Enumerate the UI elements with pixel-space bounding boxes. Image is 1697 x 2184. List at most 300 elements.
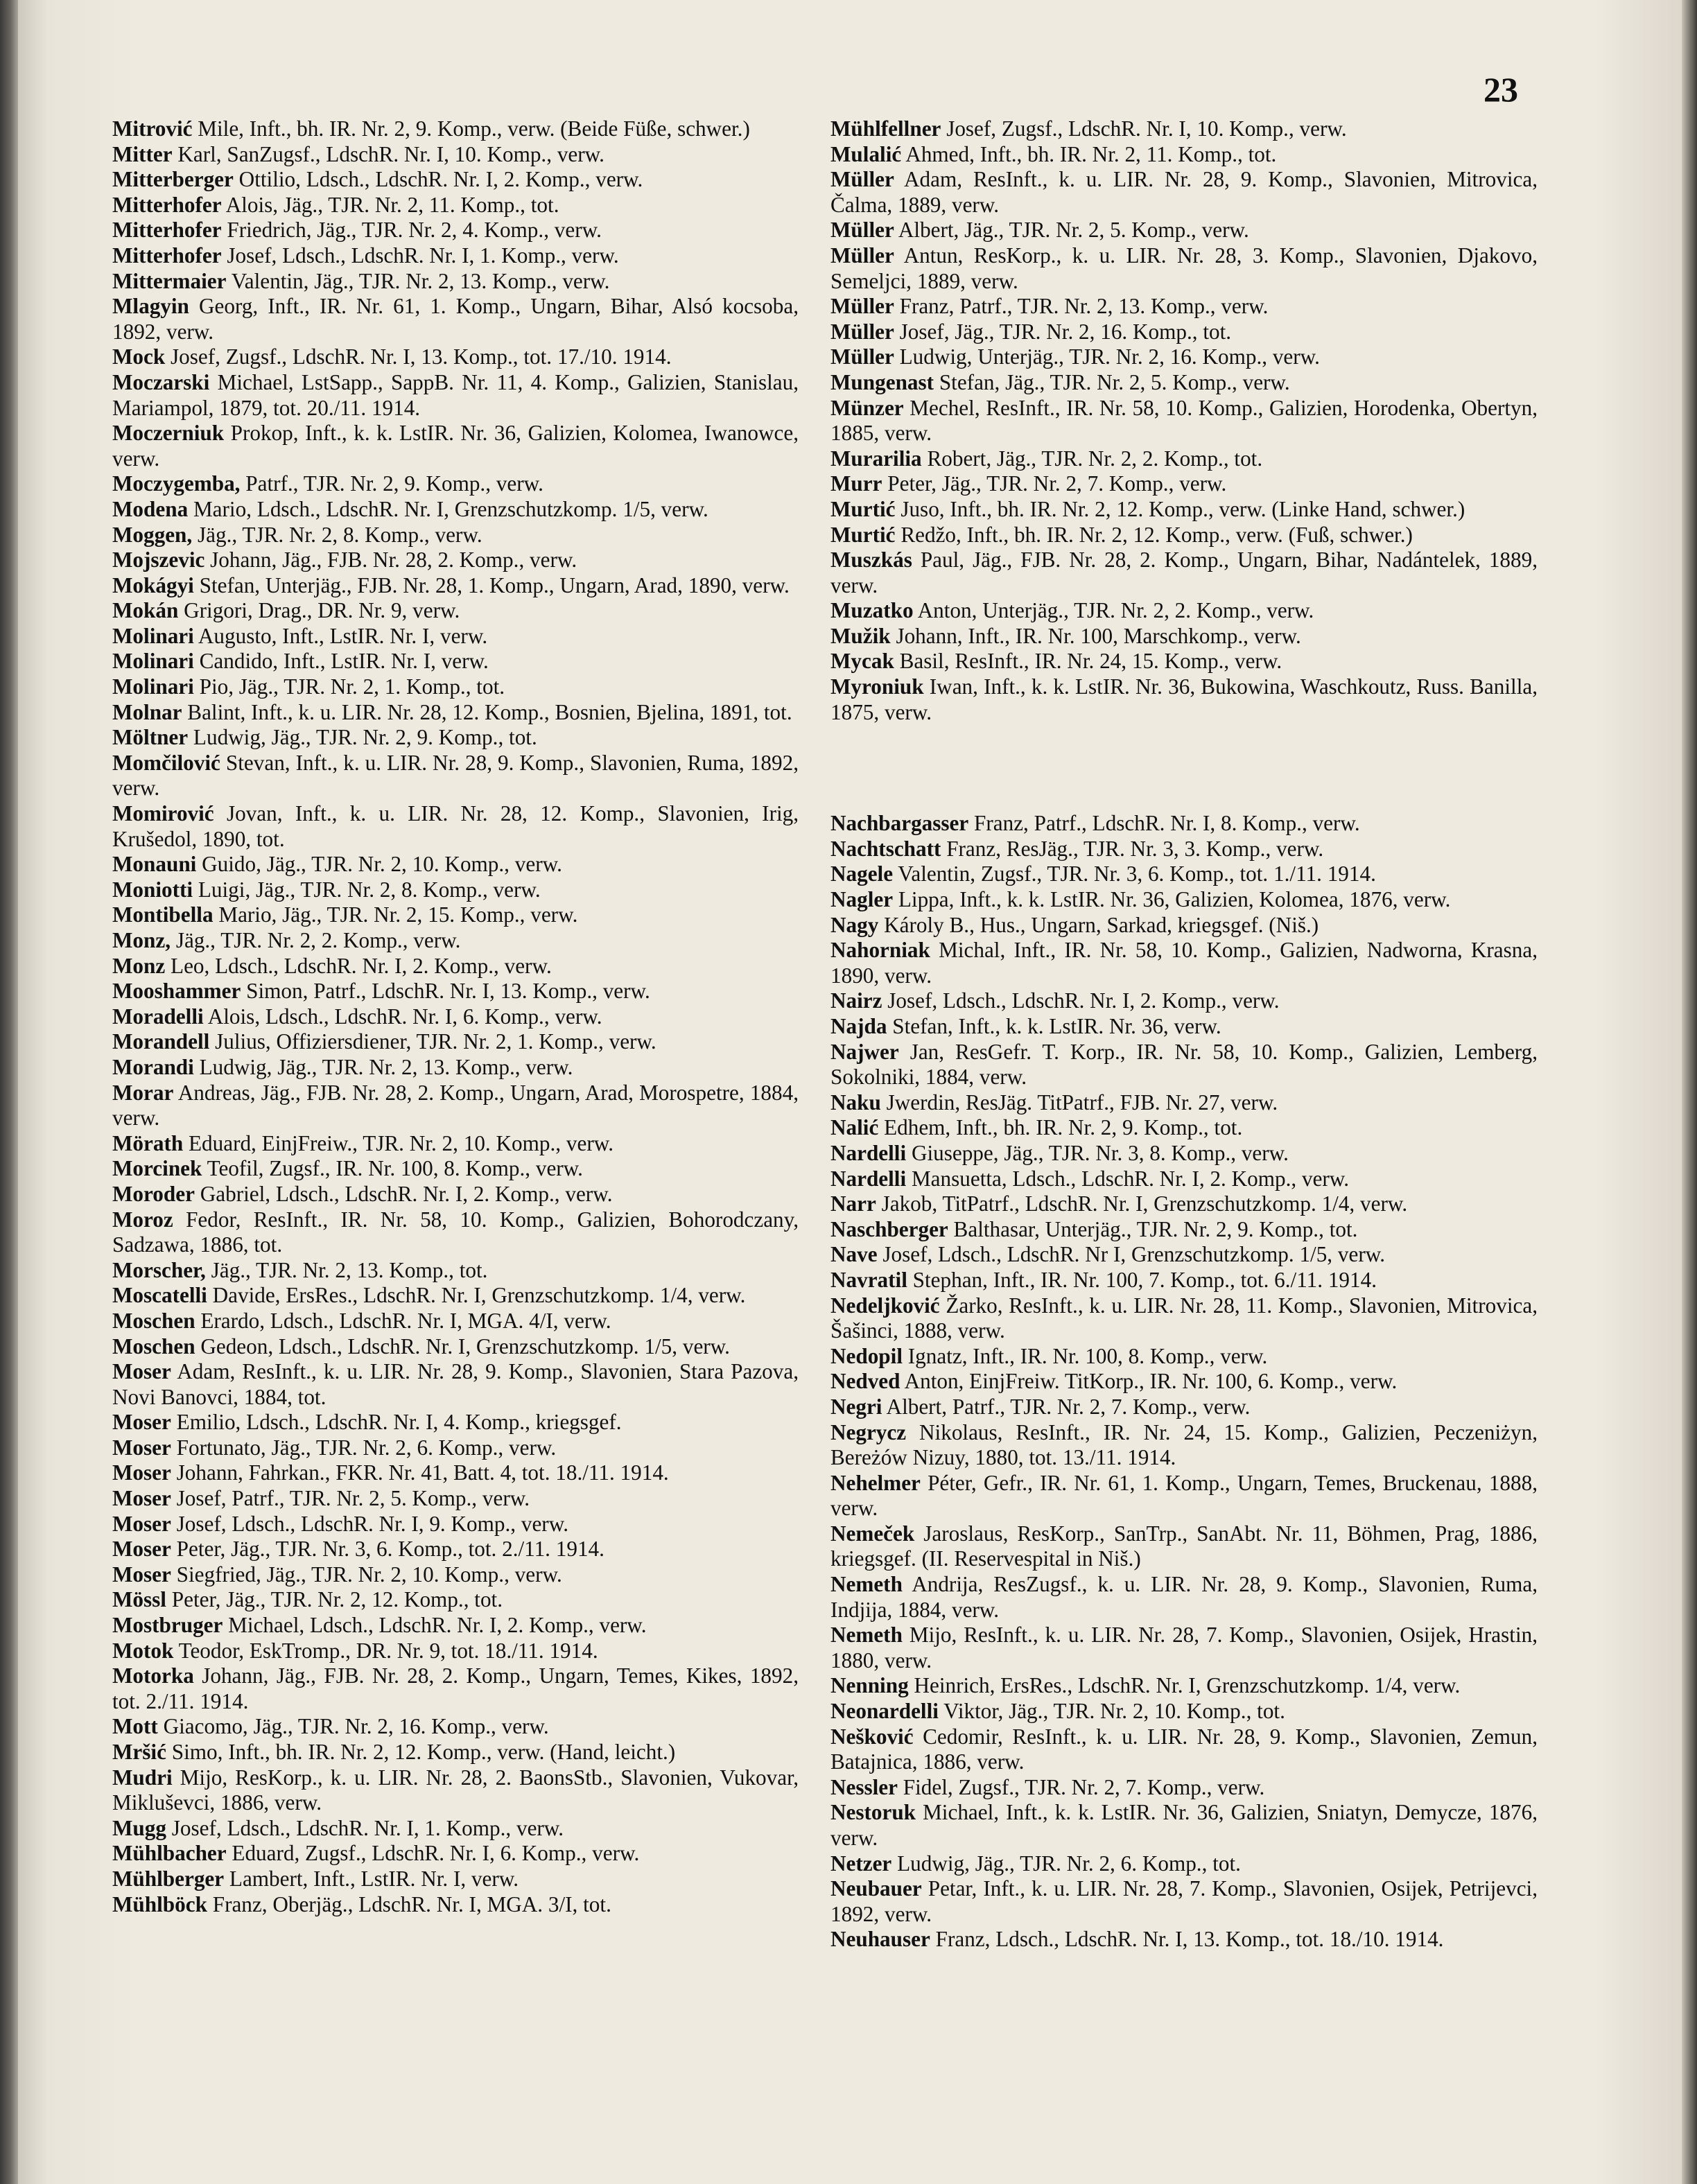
entry-surname: Müller <box>830 344 894 369</box>
entry-surname: Mitterhofer <box>112 243 222 268</box>
entry-details: Valentin, Jäg., TJR. Nr. 2, 13. Komp., verw. <box>231 268 610 293</box>
entry-details: Stevan, Inft., k. u. LIR. Nr. 28, 9. Komp., Slavonien, Ruma, 1892, verw. <box>112 750 799 801</box>
entry-details: Franz, Patrf., LdschR. Nr. I, 8. Komp., verw. <box>974 811 1360 836</box>
entry-surname: Myroniuk <box>830 674 924 699</box>
entry-surname: Naku <box>830 1090 881 1115</box>
register-entry <box>830 1242 1538 1268</box>
register-entry <box>112 1410 799 1435</box>
register-entry <box>830 1699 1538 1724</box>
entry-surname: Monz, <box>112 928 171 952</box>
entry-details: Jwerdin, ResJäg. TitPatrf., FJB. Nr. 27, verw. <box>886 1090 1278 1115</box>
entry-surname: Nachbargasser <box>830 811 969 836</box>
register-entry <box>830 649 1538 674</box>
entry-details: Jan, ResGefr. T. Korp., IR. Nr. 58, 10. Komp., Galizien, Lemberg, Sokolniki, 1884, verw. <box>830 1039 1538 1090</box>
entry-surname: Müller <box>830 167 894 192</box>
entry-details: Franz, Patrf., TJR. Nr. 2, 13. Komp., verw. <box>899 294 1269 319</box>
register-entry <box>830 497 1538 523</box>
entry-surname: Naschberger <box>830 1216 948 1241</box>
register-entry <box>830 598 1538 624</box>
entry-details: Albert, Patrf., TJR. Nr. 2, 7. Komp., verw. <box>886 1394 1251 1419</box>
entry-details: Michael, Ldsch., LdschR. Nr. I, 2. Komp., verw. <box>228 1613 647 1638</box>
register-entry <box>830 1369 1538 1395</box>
entry-surname: Mužik <box>830 623 891 648</box>
entry-surname: Nešković <box>830 1724 914 1749</box>
entry-details: Luigi, Jäg., TJR. Nr. 2, 8. Komp., verw. <box>198 877 541 902</box>
entry-surname: Müller <box>830 319 894 344</box>
register-entry <box>830 294 1538 320</box>
entry-surname: Nagler <box>830 887 894 912</box>
entry-surname: Moczarski <box>112 369 210 394</box>
entry-surname: Mooshammer <box>112 979 241 1004</box>
entry-details: Teodor, EskTromp., DR. Nr. 9, tot. 18./11. 1914. <box>178 1638 598 1663</box>
register-entry <box>112 1081 799 1131</box>
entry-surname: Moser <box>112 1511 171 1536</box>
entry-details: Leo, Ldsch., LdschR. Nr. I, 2. Komp., verw. <box>171 953 552 978</box>
register-entry <box>112 1486 799 1512</box>
entry-surname: Narr <box>830 1191 876 1216</box>
register-entry <box>830 1521 1538 1572</box>
entry-details: Juso, Inft., bh. IR. Nr. 2, 12. Komp., verw. (Linke Hand, schwer.) <box>900 496 1465 521</box>
entry-surname: Mitter <box>112 141 173 166</box>
entry-surname: Müller <box>830 243 894 268</box>
entry-surname: Nestoruk <box>830 1800 916 1825</box>
entry-details: Valentin, Zugsf., TJR. Nr. 3, 6. Komp., tot. 1./11. 1914. <box>898 862 1376 886</box>
entry-details: Guido, Jäg., TJR. Nr. 2, 10. Komp., verw. <box>202 852 562 877</box>
entry-details: Patrf., TJR. Nr. 2, 9. Komp., verw. <box>245 471 543 496</box>
entry-surname: Moser <box>112 1435 171 1460</box>
register-entry <box>830 548 1538 598</box>
entry-details: Ludwig, Unterjäg., TJR. Nr. 2, 16. Komp., verw. <box>899 344 1320 369</box>
entry-details: Mechel, ResInft., IR. Nr. 58, 10. Komp., Galizien, Horodenka, Obertyn, 1885, verw. <box>830 395 1538 446</box>
register-entry <box>112 573 799 599</box>
entry-surname: Mitrović <box>112 116 193 141</box>
entry-surname: Moniotti <box>112 877 193 902</box>
entry-details: Andrija, ResZugsf., k. u. LIR. Nr. 28, 9. Komp., Slavonien, Ruma, Indjija, 1884, verw. <box>830 1572 1538 1622</box>
entry-details: Stefan, Unterjäg., FJB. Nr. 28, 1. Komp., Ungarn, Arad, 1890, verw. <box>199 573 790 597</box>
entry-surname: Murtić <box>830 522 896 547</box>
entry-surname: Moser <box>112 1537 171 1562</box>
entry-surname: Nachtschatt <box>830 836 941 861</box>
entry-details: Adam, ResInft., k. u. LIR. Nr. 28, 9. Komp., Slavonien, Mitrovica, Čalma, 1889, verw. <box>830 167 1538 217</box>
entry-surname: Mühlbacher <box>112 1841 227 1866</box>
entry-surname: Muszkás <box>830 548 912 573</box>
right-column <box>830 116 1538 1953</box>
entry-details: Heinrich, ErsRes., LdschR. Nr. I, Grenzschutzkomp. 1/4, verw. <box>914 1673 1461 1698</box>
entry-details: Johann, Jäg., FJB. Nr. 28, 2. Komp., Ungarn, Temes, Kikes, 1892, tot. 2./11. 1914. <box>112 1663 799 1713</box>
register-entry <box>112 1029 799 1055</box>
register-entry <box>112 954 799 979</box>
register-entry <box>112 1258 799 1284</box>
entry-details: Eduard, Zugsf., LdschR. Nr. I, 6. Komp., verw. <box>232 1841 640 1866</box>
page-number: 23 <box>1483 70 1518 109</box>
entry-surname: Mitterhofer <box>112 218 222 243</box>
entry-surname: Moczerniuk <box>112 421 225 446</box>
register-entry <box>112 1334 799 1360</box>
entry-surname: Nahorniak <box>830 938 930 963</box>
entry-details: Julius, Offiziersdiener, TJR. Nr. 2, 1. Komp., verw. <box>215 1029 656 1054</box>
entry-details: Mijo, ResInft., k. u. LIR. Nr. 28, 7. Komp., Slavonien, Osijek, Hrastin, 1880, verw. <box>830 1623 1538 1672</box>
entry-details: Georg, Inft., IR. Nr. 61, 1. Komp., Ungarn, Bihar, Alsó kocsoba, 1892, verw. <box>112 294 799 344</box>
entry-surname: Moscatelli <box>112 1283 207 1308</box>
entry-surname: Neuhauser <box>830 1927 930 1952</box>
register-entry <box>112 1867 799 1892</box>
register-entry <box>112 1587 799 1613</box>
section-gap <box>830 725 1538 811</box>
register-entry <box>830 1623 1538 1673</box>
register-entry <box>830 862 1538 887</box>
entry-details: Balint, Inft., k. u. LIR. Nr. 28, 12. Komp., Bosnien, Bjelina, 1891, tot. <box>187 699 792 724</box>
entry-details: Candido, Inft., LstIR. Nr. I, verw. <box>199 649 489 674</box>
entry-details: Žarko, ResInft., k. u. LIR. Nr. 28, 11. Komp., Slavonien, Mitrovica, Šašinci, 1888, verw. <box>830 1293 1538 1343</box>
register-entry <box>830 913 1538 938</box>
entry-details: Alois, Ldsch., LdschR. Nr. I, 6. Komp., verw. <box>207 1004 602 1029</box>
entry-surname: Münzer <box>830 395 904 420</box>
register-entry <box>830 674 1538 725</box>
register-entry <box>830 1471 1538 1521</box>
entry-surname: Mitterhofer <box>112 192 222 217</box>
entry-surname: Moser <box>112 1359 171 1384</box>
entry-details: Mario, Ldsch., LdschR. Nr. I, Grenzschutzkomp. 1/5, verw. <box>193 496 708 521</box>
register-entry <box>830 624 1538 649</box>
entry-details: Jaroslaus, ResKorp., SanTrp., SanAbt. Nr. 11, Böhmen, Prag, 1886, kriegsgef. (II. Reservespital in Niš.) <box>830 1521 1538 1571</box>
register-entry <box>830 320 1538 345</box>
register-entry <box>830 1395 1538 1420</box>
register-entry <box>830 116 1538 142</box>
entry-details: Redžo, Inft., bh. IR. Nr. 2, 12. Komp., verw. (Fuß, schwer.) <box>900 522 1413 547</box>
register-entry <box>112 497 799 523</box>
entry-surname: Nehelmer <box>830 1470 921 1495</box>
entry-details: Robert, Jäg., TJR. Nr. 2, 2. Komp., tot. <box>927 446 1263 471</box>
entry-details: Eduard, EinjFreiw., TJR. Nr. 2, 10. Komp., verw. <box>189 1130 613 1155</box>
register-entry <box>830 1927 1538 1953</box>
entry-surname: Navratil <box>830 1267 907 1292</box>
register-entry <box>112 1460 799 1486</box>
register-entry <box>112 725 799 751</box>
register-entry <box>112 1512 799 1537</box>
entry-details: Ludwig, Jäg., TJR. Nr. 2, 9. Komp., tot. <box>193 725 537 750</box>
register-entry <box>830 1040 1538 1090</box>
entry-surname: Monauni <box>112 852 197 877</box>
entry-surname: Nairz <box>830 988 882 1013</box>
entry-details: Jäg., TJR. Nr. 2, 2. Komp., verw. <box>175 928 461 952</box>
register-entry <box>112 1892 799 1918</box>
entry-details: Ludwig, Jäg., TJR. Nr. 2, 6. Komp., tot. <box>897 1851 1241 1876</box>
register-entry <box>112 269 799 295</box>
register-entry <box>112 294 799 344</box>
entry-details: Adam, ResInft., k. u. LIR. Nr. 28, 9. Komp., Slavonien, Stara Pazova, Novi Banovci, 1884, tot. <box>112 1359 799 1409</box>
entry-details: Cedomir, ResInft., k. u. LIR. Nr. 28, 9. Komp., Slavonien, Zemun, Batajnica, 1886, verw. <box>830 1724 1538 1774</box>
entry-surname: Mühlböck <box>112 1892 207 1916</box>
entry-details: Antun, ResKorp., k. u. LIR. Nr. 28, 3. Komp., Slavonien, Djakovo, Semeljci, 1889, verw. <box>830 243 1538 293</box>
entry-surname: Nedopil <box>830 1343 903 1368</box>
register-entry <box>830 167 1538 218</box>
entry-surname: Modena <box>112 496 189 521</box>
register-entry <box>112 1182 799 1207</box>
register-entry <box>830 1800 1538 1851</box>
entry-details: Mario, Jäg., TJR. Nr. 2, 15. Komp., verw. <box>218 902 578 927</box>
entry-surname: Najda <box>830 1014 887 1038</box>
entry-surname: Mitterberger <box>112 167 234 192</box>
entry-surname: Monz <box>112 953 166 978</box>
entry-surname: Mott <box>112 1714 158 1739</box>
entry-surname: Moradelli <box>112 1004 204 1029</box>
entry-details: Jäg., TJR. Nr. 2, 13. Komp., tot. <box>211 1257 488 1282</box>
entry-surname: Muzatko <box>830 598 914 623</box>
entry-surname: Moroder <box>112 1181 195 1206</box>
entry-surname: Nenning <box>830 1673 909 1698</box>
register-entry <box>112 877 799 903</box>
entry-details: Paul, Jäg., FJB. Nr. 28, 2. Komp., Ungarn, Bihar, Nadántelek, 1889, verw. <box>830 548 1538 597</box>
entry-details: Simon, Patrf., LdschR. Nr. I, 13. Komp., verw. <box>246 979 650 1004</box>
entry-details: Lambert, Inft., LstIR. Nr. I, verw. <box>229 1866 519 1891</box>
register-entry <box>112 1841 799 1867</box>
entry-details: Balthasar, Unterjäg., TJR. Nr. 2, 9. Komp., tot. <box>953 1216 1358 1241</box>
entry-surname: Netzer <box>830 1851 892 1876</box>
entry-details: Lippa, Inft., k. k. LstIR. Nr. 36, Galizien, Kolomea, 1876, verw. <box>898 887 1451 912</box>
entry-surname: Negri <box>830 1394 882 1419</box>
register-entry <box>112 1131 799 1157</box>
entry-details: Michael, Inft., k. k. LstIR. Nr. 36, Galizien, Sniatyn, Demycze, 1876, verw. <box>830 1800 1538 1850</box>
entry-details: Johann, Fahrkan., FKR. Nr. 41, Batt. 4, tot. 18./11. 1914. <box>176 1460 669 1485</box>
entry-details: Friedrich, Jäg., TJR. Nr. 2, 4. Komp., verw. <box>227 218 602 243</box>
entry-surname: Molnar <box>112 699 182 724</box>
entry-surname: Mörath <box>112 1130 184 1155</box>
entry-details: Jakob, TitPatrf., LdschR. Nr. I, Grenzschutzkomp. 1/4, verw. <box>881 1191 1408 1216</box>
register-entry <box>830 1851 1538 1877</box>
entry-details: Josef, Ldsch., LdschR. Nr I, Grenzschutzkomp. 1/5, verw. <box>882 1242 1386 1267</box>
entry-details: Mile, Inft., bh. IR. Nr. 2, 9. Komp., verw. (Beide Füße, schwer.) <box>198 116 750 141</box>
entry-details: Josef, Ldsch., LdschR. Nr. I, 1. Komp., verw. <box>227 243 619 268</box>
register-entry <box>830 887 1538 913</box>
entry-details: Ludwig, Jäg., TJR. Nr. 2, 13. Komp., verw. <box>199 1054 573 1079</box>
register-entry <box>112 1765 799 1816</box>
entry-details: Péter, Gefr., IR. Nr. 61, 1. Komp., Ungarn, Temes, Bruckenau, 1888, verw. <box>830 1470 1538 1521</box>
entry-details: Nikolaus, ResInft., IR. Nr. 24, 15. Komp., Galizien, Peczeniżyn, Bereżów Nizuy, 1880, tot. 13./11. 1914. <box>830 1419 1538 1470</box>
entry-details: Iwan, Inft., k. k. LstIR. Nr. 36, Bukowina, Waschkoutz, Russ. Banilla, 1875, verw. <box>830 674 1538 724</box>
entry-details: Ignatz, Inft., IR. Nr. 100, 8. Komp., verw. <box>907 1343 1268 1368</box>
entry-details: Fidel, Zugsf., TJR. Nr. 2, 7. Komp., verw. <box>903 1774 1265 1799</box>
entry-details: Josef, Ldsch., LdschR. Nr. I, 1. Komp., verw. <box>171 1815 564 1840</box>
entry-details: Michal, Inft., IR. Nr. 58, 10. Komp., Galizien, Nadworna, Krasna, 1890, verw. <box>830 938 1538 988</box>
entry-details: Fedor, ResInft., IR. Nr. 58, 10. Komp., Galizien, Bohorodczany, Sadzawa, 1886, tot. <box>112 1207 799 1257</box>
entry-surname: Nemeth <box>830 1623 903 1648</box>
left-column <box>112 116 799 1917</box>
register-entry <box>830 1268 1538 1293</box>
register-entry <box>112 801 799 852</box>
register-entry <box>830 1420 1538 1471</box>
entry-details: Prokop, Inft., k. k. LstIR. Nr. 36, Galizien, Kolomea, Iwanowce, verw. <box>112 421 799 471</box>
register-entry <box>830 837 1538 862</box>
entry-details: Simo, Inft., bh. IR. Nr. 2, 12. Komp., verw. (Hand, leicht.) <box>171 1740 676 1764</box>
register-entry <box>112 370 799 421</box>
register-entry <box>112 1156 799 1182</box>
entry-surname: Mugg <box>112 1815 166 1840</box>
entry-surname: Morar <box>112 1080 174 1105</box>
register-entry <box>830 811 1538 837</box>
entry-details: Johann, Inft., IR. Nr. 100, Marschkomp., verw. <box>896 623 1301 648</box>
right-column-block-m <box>830 116 1538 725</box>
entry-surname: Moser <box>112 1410 171 1435</box>
entry-surname: Moser <box>112 1460 171 1485</box>
register-entry <box>112 1639 799 1664</box>
register-entry <box>830 1191 1538 1217</box>
entry-surname: Moczygemba, <box>112 471 241 496</box>
entry-details: Franz, Ldsch., LdschR. Nr. I, 13. Komp., tot. 18./10. 1914. <box>935 1927 1444 1952</box>
entry-surname: Mršić <box>112 1740 166 1764</box>
entry-details: Mansuetta, Ldsch., LdschR. Nr. I, 2. Komp., verw. <box>911 1166 1350 1191</box>
entry-details: Josef, Zugsf., LdschR. Nr. I, 13. Komp., tot. 17./10. 1914. <box>171 344 672 369</box>
entry-surname: Mostbruger <box>112 1613 223 1638</box>
entry-surname: Mokágyi <box>112 573 194 597</box>
entry-details: Viktor, Jäg., TJR. Nr. 2, 10. Komp., tot. <box>943 1699 1285 1724</box>
entry-details: Davide, ErsRes., LdschR. Nr. I, Grenzschutzkomp. 1/4, verw. <box>212 1283 746 1308</box>
entry-surname: Nardelli <box>830 1140 907 1165</box>
entry-surname: Mudri <box>112 1765 173 1790</box>
entry-surname: Molinari <box>112 674 194 699</box>
entry-details: Siegfried, Jäg., TJR. Nr. 2, 10. Komp., verw. <box>176 1562 562 1587</box>
entry-details: Alois, Jäg., TJR. Nr. 2, 11. Komp., tot. <box>225 192 559 217</box>
register-entry <box>830 396 1538 446</box>
entry-details: Josef, Jäg., TJR. Nr. 2, 16. Komp., tot. <box>899 319 1232 344</box>
register-entry <box>830 523 1538 548</box>
entry-details: Petar, Inft., k. u. LIR. Nr. 28, 7. Komp., Slavonien, Osijek, Petrijevci, 1892, verw. <box>830 1876 1538 1926</box>
right-column-block-n <box>830 811 1538 1953</box>
register-entry <box>830 938 1538 988</box>
register-entry <box>112 1816 799 1842</box>
register-entry <box>112 1537 799 1562</box>
entry-details: Stefan, Jäg., TJR. Nr. 2, 5. Komp., verw. <box>939 369 1290 394</box>
entry-details: Fortunato, Jäg., TJR. Nr. 2, 6. Komp., verw. <box>176 1435 557 1460</box>
entry-surname: Moschen <box>112 1308 195 1333</box>
entry-details: Gedeon, Ldsch., LdschR. Nr. I, Grenzschutzkomp. 1/5, verw. <box>200 1334 730 1359</box>
entry-surname: Murr <box>830 471 882 496</box>
entry-surname: Nagy <box>830 912 879 937</box>
register-entry <box>830 1572 1538 1623</box>
entry-surname: Nessler <box>830 1774 898 1799</box>
entry-details: Emilio, Ldsch., LdschR. Nr. I, 4. Komp., kriegsgef. <box>176 1410 622 1435</box>
entry-surname: Möltner <box>112 725 189 750</box>
register-entry <box>830 1014 1538 1040</box>
entry-surname: Moser <box>112 1562 171 1587</box>
register-entry <box>112 193 799 218</box>
register-entry <box>830 218 1538 243</box>
entry-surname: Müller <box>830 294 894 319</box>
entry-details: Peter, Jäg., TJR. Nr. 2, 7. Komp., verw. <box>887 471 1227 496</box>
entry-details: Anton, Unterjäg., TJR. Nr. 2, 2. Komp., verw. <box>917 598 1314 623</box>
register-entry <box>112 1714 799 1740</box>
entry-surname: Murtić <box>830 496 896 521</box>
entry-details: Franz, ResJäg., TJR. Nr. 3, 3. Komp., verw. <box>946 836 1324 861</box>
register-entry <box>112 1055 799 1081</box>
page-edge-right <box>1682 0 1697 2184</box>
register-entry <box>112 523 799 548</box>
register-entry <box>112 1663 799 1714</box>
register-entry <box>830 1293 1538 1344</box>
entry-details: Gabriel, Ldsch., LdschR. Nr. I, 2. Komp., verw. <box>200 1181 613 1206</box>
entry-surname: Müller <box>830 218 894 243</box>
entry-surname: Mössl <box>112 1587 166 1612</box>
entry-details: Michael, LstSapp., SappB. Nr. 11, 4. Komp., Galizien, Stanislau, Mariampol, 1879, tot. 20./11. 1914. <box>112 369 799 420</box>
entry-surname: Motorka <box>112 1663 194 1688</box>
register-entry <box>830 471 1538 497</box>
register-entry <box>112 471 799 497</box>
register-entry <box>830 1090 1538 1116</box>
entry-surname: Mühlberger <box>112 1866 225 1891</box>
entry-details: Peter, Jäg., TJR. Nr. 3, 6. Komp., tot. 2./11. 1914. <box>176 1537 604 1562</box>
entry-surname: Nemeth <box>830 1572 903 1597</box>
entry-details: Franz, Oberjäg., LdschR. Nr. I, MGA. 3/I, tot. <box>212 1892 611 1916</box>
entry-details: Josef, Ldsch., LdschR. Nr. I, 9. Komp., verw. <box>176 1511 568 1536</box>
register-entry <box>112 1309 799 1334</box>
register-entry <box>112 167 799 193</box>
entry-surname: Murarilia <box>830 446 922 471</box>
entry-surname: Montibella <box>112 902 214 927</box>
register-entry <box>830 1876 1538 1927</box>
entry-surname: Morandell <box>112 1029 210 1054</box>
entry-details: Karl, SanZugsf., LdschR. Nr. I, 10. Komp., verw. <box>177 141 604 166</box>
register-entry <box>112 649 799 674</box>
entry-details: Erardo, Ldsch., LdschR. Nr. I, MGA. 4/I, verw. <box>200 1308 611 1333</box>
entry-surname: Moser <box>112 1486 171 1511</box>
entry-surname: Molinari <box>112 649 194 674</box>
entry-details: Peter, Jäg., TJR. Nr. 2, 12. Komp., tot. <box>171 1587 503 1612</box>
register-entry <box>112 598 799 624</box>
entry-details: Mijo, ResKorp., k. u. LIR. Nr. 28, 2. BaonsStb., Slavonien, Vukovar, Mikluševci, 1886, verw. <box>112 1765 799 1815</box>
register-entry <box>112 751 799 801</box>
entry-details: Augusto, Inft., LstIR. Nr. I, verw. <box>198 623 488 648</box>
entry-surname: Molinari <box>112 623 194 648</box>
entry-surname: Morscher, <box>112 1257 206 1282</box>
entry-details: Josef, Patrf., TJR. Nr. 2, 5. Komp., verw. <box>176 1486 530 1511</box>
entry-surname: Nardelli <box>830 1166 907 1191</box>
entry-surname: Mojszevic <box>112 548 205 573</box>
register-entry <box>112 142 799 168</box>
register-entry <box>112 548 799 573</box>
entry-surname: Nedeljković <box>830 1293 940 1318</box>
entry-details: Teofil, Zugsf., IR. Nr. 100, 8. Komp., verw. <box>207 1156 583 1181</box>
register-entry <box>112 674 799 700</box>
entry-surname: Nagele <box>830 862 894 886</box>
register-entry <box>112 1207 799 1258</box>
entry-surname: Neonardelli <box>830 1699 939 1724</box>
register-entry <box>830 1167 1538 1192</box>
entry-details: Károly B., Hus., Ungarn, Sarkad, kriegsgef. (Niš.) <box>884 912 1319 937</box>
entry-surname: Mycak <box>830 649 894 674</box>
register-entry <box>830 446 1538 472</box>
entry-details: Ottilio, Ldsch., LdschR. Nr. I, 2. Komp., verw. <box>238 167 643 192</box>
register-entry <box>112 1613 799 1639</box>
entry-details: Jäg., TJR. Nr. 2, 8. Komp., verw. <box>198 522 482 547</box>
register-entry <box>112 902 799 928</box>
entry-details: Pio, Jäg., TJR. Nr. 2, 1. Komp., tot. <box>199 674 505 699</box>
register-entry <box>830 1141 1538 1167</box>
entry-surname: Nalić <box>830 1115 879 1140</box>
register-entry <box>112 1740 799 1765</box>
entry-details: Albert, Jäg., TJR. Nr. 2, 5. Komp., verw. <box>898 218 1249 243</box>
entry-surname: Morandi <box>112 1054 194 1079</box>
entry-surname: Neubauer <box>830 1876 922 1901</box>
entry-surname: Momirović <box>112 801 214 826</box>
register-entry <box>112 218 799 243</box>
entry-details: Giuseppe, Jäg., TJR. Nr. 3, 8. Komp., verw. <box>911 1140 1289 1165</box>
register-entry <box>830 1724 1538 1775</box>
register-entry <box>830 1673 1538 1699</box>
register-entry <box>112 1562 799 1588</box>
entry-surname: Mulalić <box>830 141 902 166</box>
register-entry <box>830 142 1538 168</box>
entry-surname: Negrycz <box>830 1419 907 1444</box>
register-entry <box>112 700 799 726</box>
